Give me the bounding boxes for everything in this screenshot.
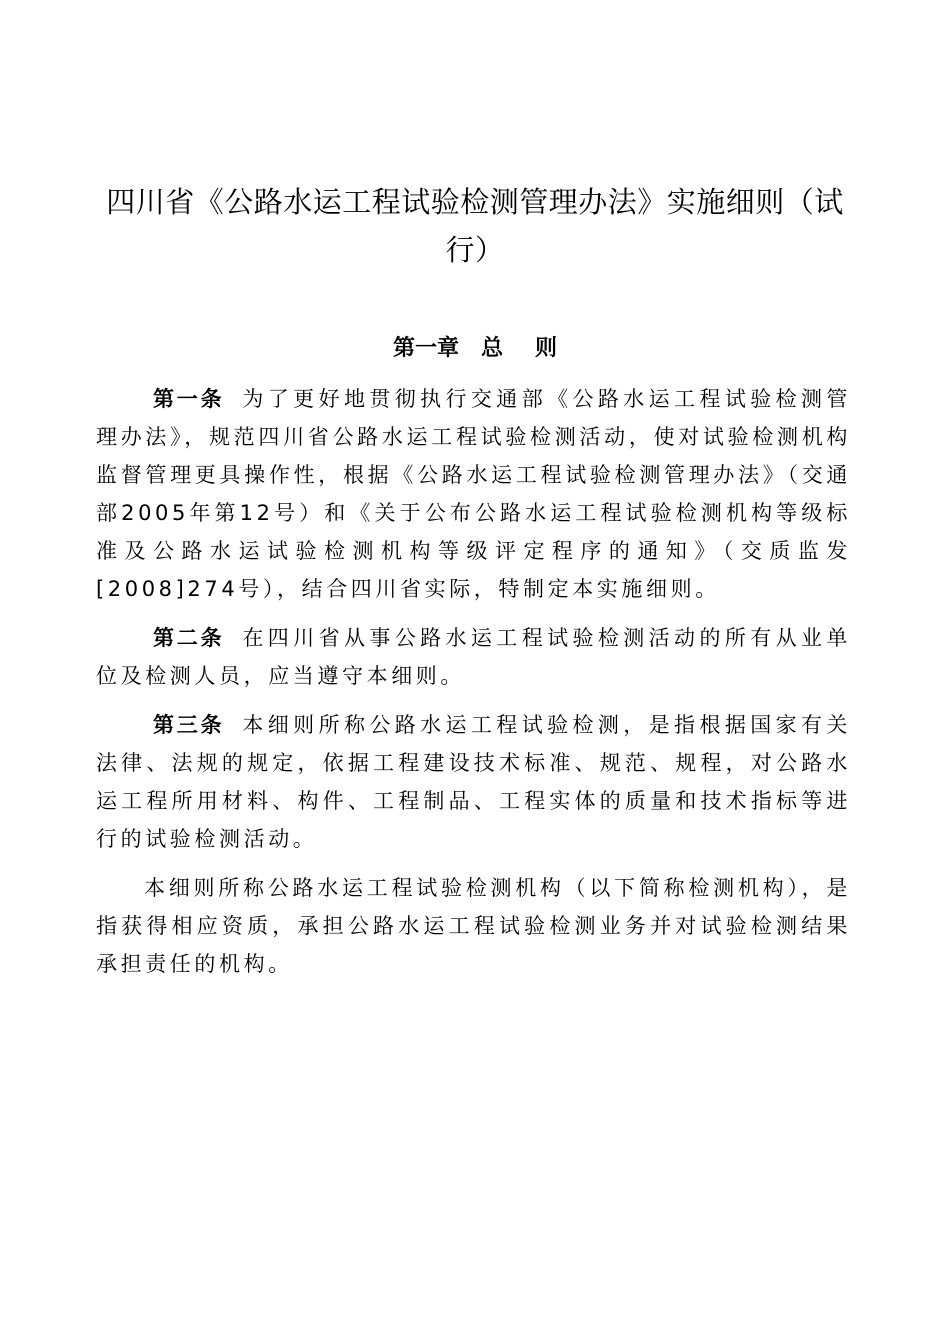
- chapter-title-char-1: 总: [480, 336, 503, 361]
- article-text: 本细则所称公路水运工程试验检测，是指根据国家有关法律、法规的规定，依据工程建设技术标准、规范、规程，对公路水运工程所用材料、构件、工程制品、工程实体的质量和技术指标等进行的试验检测活动。: [96, 713, 852, 851]
- body-paragraph: 本细则所称公路水运工程试验检测机构（以下简称检测机构），是指获得相应资质，承担公路水运工程试验检测业务并对试验检测结果承担责任的机构。: [96, 876, 851, 976]
- chapter-number: 第一章: [392, 336, 459, 361]
- article-label: 第二条: [153, 626, 225, 650]
- chapter-title-char-2: 则: [535, 336, 558, 361]
- article-2: [96, 619, 851, 695]
- chapter-heading: [0, 331, 950, 367]
- article-label: 第一条: [153, 387, 225, 411]
- document-body: [96, 380, 851, 994]
- document-title: 四川省《公路水运工程试验检测管理办法》实施细则（试行）: [106, 185, 844, 267]
- article-label: 第三条: [153, 713, 225, 737]
- article-text: 在四川省从事公路水运工程试验检测活动的所有从业单位及检测人员，应当遵守本细则。: [96, 626, 852, 688]
- article-text: 为了更好地贯彻执行交通部《公路水运工程试验检测管理办法》，规范四川省公路水运工程试验检测活动，使对试验检测机构监督管理更具操作性，根据《公路水运工程试验检测管理办法》（交通部2005年第12号）和《关于公布公路水运工程试验检测机构等级标准及公路水运试验检测机构等级评定程序的通知》（交质监发[2008]274号），结合四川省实际，特制定本实施细则。: [96, 387, 852, 601]
- article-3: [96, 706, 851, 858]
- article-1: [96, 380, 851, 608]
